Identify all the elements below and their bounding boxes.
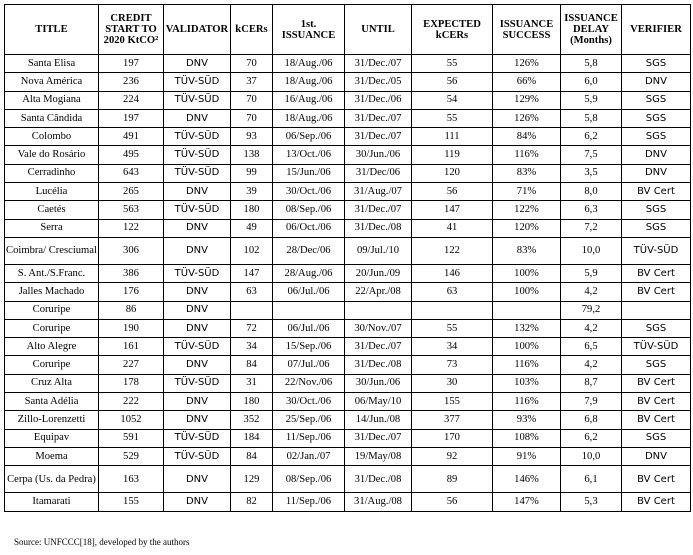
cell-until: 06/May/10: [345, 393, 412, 411]
cell-issuance-success: 122%: [493, 201, 561, 219]
cell-kcers: 352: [231, 411, 273, 429]
cell-title: Serra: [5, 219, 99, 237]
cell-expected-kcers: 170: [412, 429, 493, 447]
cell-issuance-delay: 5,8: [561, 109, 622, 127]
table-row: [5, 319, 691, 337]
cell-validator: TÜV-SÜD: [164, 429, 231, 447]
cell-issuance-delay: 6,1: [561, 466, 622, 493]
cell-verifier: SGS: [622, 319, 691, 337]
cell-verifier: DNV: [622, 146, 691, 164]
table-row: [5, 429, 691, 447]
cell-issuance-delay: 10,0: [561, 447, 622, 465]
column-header-issuance-delay: ISSUANCE DELAY (Months): [561, 5, 622, 55]
cell-verifier: BV Cert: [622, 374, 691, 392]
cell-issuance-success: 120%: [493, 219, 561, 237]
cell-credit-start: 386: [99, 264, 164, 282]
cell-credit-start: 265: [99, 183, 164, 201]
cell-issuance-delay: 6,5: [561, 338, 622, 356]
cell-issuance-delay: 5,8: [561, 55, 622, 73]
cell-first-issuance: 08/Sep./06: [273, 466, 345, 493]
cell-verifier: [622, 301, 691, 319]
cell-credit-start: 224: [99, 91, 164, 109]
cell-issuance-success: [493, 301, 561, 319]
cell-issuance-delay: 4,2: [561, 319, 622, 337]
cell-issuance-delay: 5,9: [561, 264, 622, 282]
cell-first-issuance: 11/Sep./06: [273, 493, 345, 511]
cell-expected-kcers: 89: [412, 466, 493, 493]
cell-kcers: 31: [231, 374, 273, 392]
column-header-first-issuance: 1st. ISSUANCE: [273, 5, 345, 55]
cell-credit-start: 236: [99, 73, 164, 91]
cell-verifier: SGS: [622, 356, 691, 374]
cell-issuance-delay: 5,3: [561, 493, 622, 511]
cell-validator: DNV: [164, 301, 231, 319]
cell-verifier: SGS: [622, 219, 691, 237]
cell-until: 31/Aug./08: [345, 493, 412, 511]
cell-validator: TÜV-SÜD: [164, 128, 231, 146]
cell-expected-kcers: [412, 301, 493, 319]
table-row: [5, 219, 691, 237]
cell-issuance-success: 103%: [493, 374, 561, 392]
cell-expected-kcers: 120: [412, 164, 493, 182]
cell-title: Cerpa (Us. da Pedra): [5, 466, 99, 493]
cell-expected-kcers: 146: [412, 264, 493, 282]
cell-validator: DNV: [164, 466, 231, 493]
cell-issuance-success: 93%: [493, 411, 561, 429]
table-body: [5, 55, 691, 512]
cell-kcers: 147: [231, 264, 273, 282]
cell-first-issuance: [273, 301, 345, 319]
table-row: [5, 164, 691, 182]
cell-issuance-delay: 7,9: [561, 393, 622, 411]
column-header-kcers: kCERs: [231, 5, 273, 55]
cell-first-issuance: 30/Oct./06: [273, 393, 345, 411]
cell-title: Zillo-Lorenzetti: [5, 411, 99, 429]
cell-first-issuance: 11/Sep./06: [273, 429, 345, 447]
cell-title: Santa Cândida: [5, 109, 99, 127]
cell-issuance-delay: 8,0: [561, 183, 622, 201]
cell-validator: TÜV-SÜD: [164, 374, 231, 392]
cell-credit-start: 178: [99, 374, 164, 392]
table-header-row: [5, 5, 691, 55]
table-row: [5, 301, 691, 319]
cdm-projects-table: [4, 4, 691, 512]
cell-title: Coruripe: [5, 319, 99, 337]
cell-validator: DNV: [164, 319, 231, 337]
cell-first-issuance: 28/Dec/06: [273, 237, 345, 264]
cell-validator: DNV: [164, 219, 231, 237]
cell-title: Cruz Alta: [5, 374, 99, 392]
table-row: [5, 183, 691, 201]
cell-kcers: 49: [231, 219, 273, 237]
cell-issuance-success: 146%: [493, 466, 561, 493]
cell-issuance-delay: 6,0: [561, 73, 622, 91]
cell-issuance-delay: 6,2: [561, 128, 622, 146]
cell-validator: TÜV-SÜD: [164, 73, 231, 91]
cell-until: 22/Apr./08: [345, 283, 412, 301]
cell-first-issuance: 13/Oct./06: [273, 146, 345, 164]
cell-validator: TÜV-SÜD: [164, 264, 231, 282]
cell-title: Itamarati: [5, 493, 99, 511]
cell-validator: DNV: [164, 356, 231, 374]
cell-kcers: 84: [231, 356, 273, 374]
cell-credit-start: 155: [99, 493, 164, 511]
cell-issuance-success: 84%: [493, 128, 561, 146]
cell-expected-kcers: 41: [412, 219, 493, 237]
cell-credit-start: 591: [99, 429, 164, 447]
cell-first-issuance: 28/Aug./06: [273, 264, 345, 282]
cell-first-issuance: 22/Nov./06: [273, 374, 345, 392]
cell-first-issuance: 08/Sep./06: [273, 201, 345, 219]
cell-validator: TÜV-SÜD: [164, 146, 231, 164]
cell-issuance-success: 100%: [493, 338, 561, 356]
cell-title: Nova América: [5, 73, 99, 91]
cell-until: 30/Nov./07: [345, 319, 412, 337]
cell-credit-start: 1052: [99, 411, 164, 429]
cell-first-issuance: 06/Jul./06: [273, 319, 345, 337]
table-row: [5, 393, 691, 411]
cell-title: Alto Alegre: [5, 338, 99, 356]
cell-first-issuance: 02/Jan./07: [273, 447, 345, 465]
cell-credit-start: 222: [99, 393, 164, 411]
column-header-title: TITLE: [5, 5, 99, 55]
cell-kcers: 84: [231, 447, 273, 465]
cell-until: 14/Jun./08: [345, 411, 412, 429]
column-header-expected-kcers: EXPECTED kCERs: [412, 5, 493, 55]
cell-credit-start: 161: [99, 338, 164, 356]
cell-credit-start: 190: [99, 319, 164, 337]
cell-kcers: 34: [231, 338, 273, 356]
cell-title: Coruripe: [5, 301, 99, 319]
cell-first-issuance: 15/Jun./06: [273, 164, 345, 182]
cell-first-issuance: 18/Aug./06: [273, 109, 345, 127]
cell-title: Coruripe: [5, 356, 99, 374]
cell-verifier: BV Cert: [622, 393, 691, 411]
cell-credit-start: 491: [99, 128, 164, 146]
cell-expected-kcers: 147: [412, 201, 493, 219]
cell-title: Cerradinho: [5, 164, 99, 182]
cell-credit-start: 306: [99, 237, 164, 264]
cell-expected-kcers: 155: [412, 393, 493, 411]
cell-kcers: 82: [231, 493, 273, 511]
cell-expected-kcers: 92: [412, 447, 493, 465]
cell-title: Coimbra/ Cresciumal: [5, 237, 99, 264]
cell-credit-start: 563: [99, 201, 164, 219]
cell-issuance-delay: 7,2: [561, 219, 622, 237]
cell-kcers: 129: [231, 466, 273, 493]
table-row: [5, 466, 691, 493]
cell-verifier: SGS: [622, 109, 691, 127]
cell-verifier: TÜV-SÜD: [622, 338, 691, 356]
cell-expected-kcers: 119: [412, 146, 493, 164]
column-header-verifier: VERIFIER: [622, 5, 691, 55]
cell-first-issuance: 16/Aug./06: [273, 91, 345, 109]
cell-kcers: 70: [231, 91, 273, 109]
cell-kcers: 72: [231, 319, 273, 337]
cell-title: Moema: [5, 447, 99, 465]
cell-credit-start: 197: [99, 55, 164, 73]
cell-expected-kcers: 30: [412, 374, 493, 392]
cell-issuance-delay: 10,0: [561, 237, 622, 264]
cell-kcers: 37: [231, 73, 273, 91]
cell-expected-kcers: 56: [412, 73, 493, 91]
cell-issuance-delay: 3,5: [561, 164, 622, 182]
cell-issuance-success: 100%: [493, 264, 561, 282]
cell-until: 31/Dec./07: [345, 109, 412, 127]
cell-verifier: BV Cert: [622, 411, 691, 429]
cell-issuance-delay: 5,9: [561, 91, 622, 109]
cell-verifier: SGS: [622, 55, 691, 73]
cell-kcers: 93: [231, 128, 273, 146]
cell-validator: TÜV-SÜD: [164, 201, 231, 219]
cell-issuance-success: 100%: [493, 283, 561, 301]
cell-verifier: SGS: [622, 201, 691, 219]
cell-first-issuance: 25/Sep./06: [273, 411, 345, 429]
table-row: [5, 493, 691, 511]
cell-validator: DNV: [164, 493, 231, 511]
cell-kcers: 180: [231, 201, 273, 219]
cell-until: 31/Dec./07: [345, 429, 412, 447]
cell-verifier: BV Cert: [622, 264, 691, 282]
table-row: [5, 128, 691, 146]
cell-title: Jalles Machado: [5, 283, 99, 301]
cell-until: 30/Jun./06: [345, 146, 412, 164]
cell-issuance-success: 66%: [493, 73, 561, 91]
cell-credit-start: 122: [99, 219, 164, 237]
cell-verifier: SGS: [622, 91, 691, 109]
cell-issuance-success: 83%: [493, 164, 561, 182]
cell-issuance-success: 132%: [493, 319, 561, 337]
cell-validator: TÜV-SÜD: [164, 447, 231, 465]
table-row: [5, 264, 691, 282]
cell-kcers: 138: [231, 146, 273, 164]
cell-title: Vale do Rosário: [5, 146, 99, 164]
cell-issuance-success: 116%: [493, 356, 561, 374]
table-row: [5, 109, 691, 127]
table-row: [5, 356, 691, 374]
cell-expected-kcers: 55: [412, 109, 493, 127]
cell-issuance-success: 116%: [493, 146, 561, 164]
cell-first-issuance: 30/Oct./06: [273, 183, 345, 201]
cell-kcers: 99: [231, 164, 273, 182]
table-row: [5, 283, 691, 301]
cell-expected-kcers: 34: [412, 338, 493, 356]
cell-until: 20/Jun./09: [345, 264, 412, 282]
cell-until: 09/Jul./10: [345, 237, 412, 264]
cell-expected-kcers: 55: [412, 55, 493, 73]
cell-issuance-success: 71%: [493, 183, 561, 201]
cell-verifier: BV Cert: [622, 466, 691, 493]
cell-issuance-delay: 79,2: [561, 301, 622, 319]
cell-issuance-delay: 6,8: [561, 411, 622, 429]
cell-until: 31/Dec./08: [345, 219, 412, 237]
cell-verifier: SGS: [622, 128, 691, 146]
cell-until: 31/Dec./05: [345, 73, 412, 91]
cell-until: 31/Dec./07: [345, 55, 412, 73]
table-row: [5, 411, 691, 429]
table-row: [5, 55, 691, 73]
cell-until: 19/May/08: [345, 447, 412, 465]
cell-issuance-delay: 6,3: [561, 201, 622, 219]
cell-credit-start: 495: [99, 146, 164, 164]
cell-issuance-success: 108%: [493, 429, 561, 447]
cell-first-issuance: 06/Oct./06: [273, 219, 345, 237]
cell-until: 31/Dec./06: [345, 91, 412, 109]
cell-kcers: 70: [231, 55, 273, 73]
cell-title: Caetés: [5, 201, 99, 219]
cell-credit-start: 227: [99, 356, 164, 374]
cell-verifier: DNV: [622, 164, 691, 182]
column-header-issuance-success: ISSUANCE SUCCESS: [493, 5, 561, 55]
cell-until: 31/Dec./08: [345, 356, 412, 374]
column-header-until: UNTIL: [345, 5, 412, 55]
cell-verifier: BV Cert: [622, 183, 691, 201]
cell-first-issuance: 18/Aug./06: [273, 73, 345, 91]
cell-credit-start: 176: [99, 283, 164, 301]
cell-first-issuance: 06/Jul./06: [273, 283, 345, 301]
cell-title: Santa Elisa: [5, 55, 99, 73]
cell-until: [345, 301, 412, 319]
column-header-credit-start: CREDIT START TO 2020 KtCO²: [99, 5, 164, 55]
table-row: [5, 447, 691, 465]
table-row: [5, 91, 691, 109]
cell-title: Colombo: [5, 128, 99, 146]
cell-until: 31/Dec./08: [345, 466, 412, 493]
cell-credit-start: 86: [99, 301, 164, 319]
table-row: [5, 201, 691, 219]
cell-issuance-success: 129%: [493, 91, 561, 109]
cell-issuance-success: 91%: [493, 447, 561, 465]
cell-kcers: 102: [231, 237, 273, 264]
cell-kcers: 39: [231, 183, 273, 201]
cell-validator: DNV: [164, 237, 231, 264]
cell-expected-kcers: 377: [412, 411, 493, 429]
cell-kcers: 70: [231, 109, 273, 127]
cell-validator: DNV: [164, 393, 231, 411]
cell-expected-kcers: 73: [412, 356, 493, 374]
cell-issuance-success: 116%: [493, 393, 561, 411]
cell-title: Santa Adélia: [5, 393, 99, 411]
cell-issuance-success: 83%: [493, 237, 561, 264]
cell-expected-kcers: 63: [412, 283, 493, 301]
cell-title: Equipav: [5, 429, 99, 447]
cell-expected-kcers: 55: [412, 319, 493, 337]
cell-until: 31/Aug./07: [345, 183, 412, 201]
cell-credit-start: 529: [99, 447, 164, 465]
cell-until: 31/Dec./07: [345, 338, 412, 356]
cell-title: Alta Mogiana: [5, 91, 99, 109]
cell-first-issuance: 15/Sep./06: [273, 338, 345, 356]
document-page: [4, 4, 690, 512]
cell-kcers: [231, 301, 273, 319]
cell-issuance-success: 126%: [493, 109, 561, 127]
cell-first-issuance: 18/Aug./06: [273, 55, 345, 73]
cell-expected-kcers: 54: [412, 91, 493, 109]
cell-credit-start: 197: [99, 109, 164, 127]
column-header-validator: VALIDATOR: [164, 5, 231, 55]
cell-until: 31/Dec/06: [345, 164, 412, 182]
cell-kcers: 180: [231, 393, 273, 411]
cell-verifier: DNV: [622, 447, 691, 465]
table-row: [5, 338, 691, 356]
cell-validator: DNV: [164, 411, 231, 429]
source-note: Source: UNFCCC[18], developed by the authors: [14, 537, 190, 547]
cell-credit-start: 643: [99, 164, 164, 182]
table-row: [5, 374, 691, 392]
cell-until: 31/Dec./07: [345, 201, 412, 219]
cell-expected-kcers: 122: [412, 237, 493, 264]
cell-credit-start: 163: [99, 466, 164, 493]
cell-verifier: BV Cert: [622, 493, 691, 511]
cell-kcers: 63: [231, 283, 273, 301]
cell-verifier: SGS: [622, 429, 691, 447]
cell-title: S. Ant./S.Franc.: [5, 264, 99, 282]
cell-until: 31/Dec./07: [345, 128, 412, 146]
cell-expected-kcers: 56: [412, 183, 493, 201]
cell-validator: TÜV-SÜD: [164, 91, 231, 109]
table-row: [5, 146, 691, 164]
cell-expected-kcers: 111: [412, 128, 493, 146]
cell-validator: TÜV-SÜD: [164, 338, 231, 356]
cell-validator: DNV: [164, 55, 231, 73]
cell-first-issuance: 06/Sep./06: [273, 128, 345, 146]
cell-issuance-delay: 8,7: [561, 374, 622, 392]
table-row: [5, 73, 691, 91]
cell-expected-kcers: 56: [412, 493, 493, 511]
cell-first-issuance: 07/Jul./06: [273, 356, 345, 374]
cell-verifier: BV Cert: [622, 283, 691, 301]
cell-validator: DNV: [164, 109, 231, 127]
cell-validator: TÜV-SÜD: [164, 164, 231, 182]
cell-verifier: TÜV-SÜD: [622, 237, 691, 264]
cell-until: 30/Jun./06: [345, 374, 412, 392]
table-row: [5, 237, 691, 264]
cell-issuance-success: 126%: [493, 55, 561, 73]
cell-title: Lucélia: [5, 183, 99, 201]
cell-verifier: DNV: [622, 73, 691, 91]
cell-issuance-delay: 4,2: [561, 283, 622, 301]
cell-issuance-delay: 7,5: [561, 146, 622, 164]
cell-kcers: 184: [231, 429, 273, 447]
cell-issuance-success: 147%: [493, 493, 561, 511]
cell-validator: DNV: [164, 283, 231, 301]
cell-issuance-delay: 6,2: [561, 429, 622, 447]
cell-validator: DNV: [164, 183, 231, 201]
cell-issuance-delay: 4,2: [561, 356, 622, 374]
